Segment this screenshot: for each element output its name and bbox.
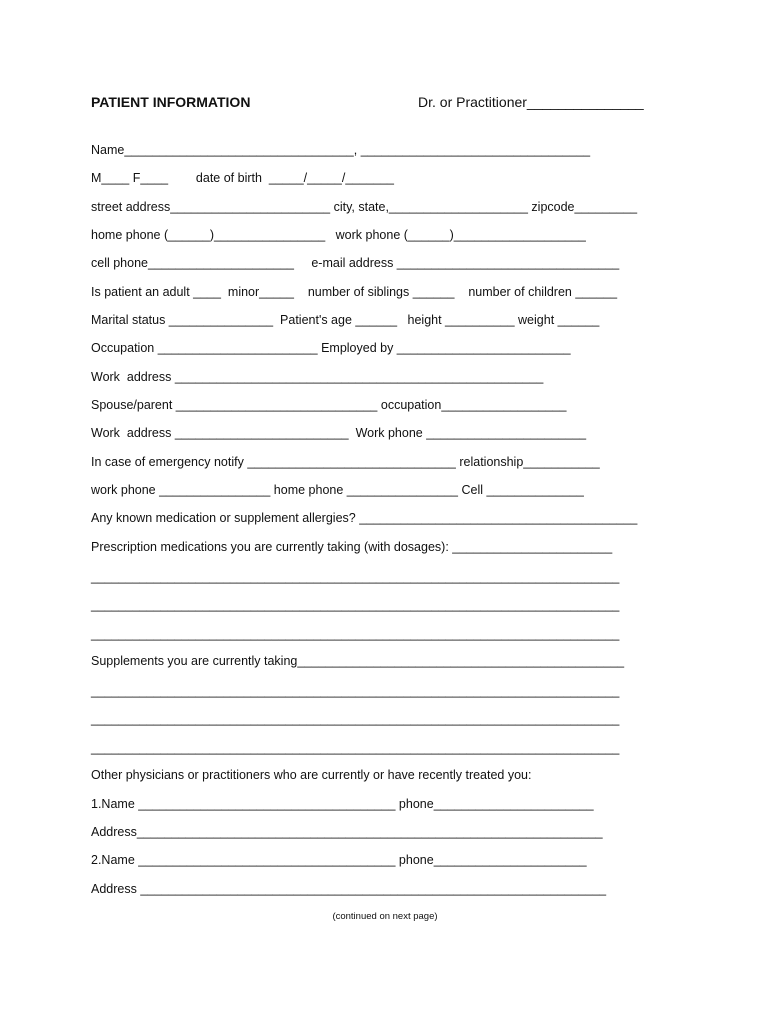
physician-2-name-line[interactable]: 2.Name _____________________________________ phone______________________: [91, 853, 587, 867]
physician-2-address-line[interactable]: Address ___________________________________________________________________: [91, 882, 607, 896]
form-title: PATIENT INFORMATION: [91, 94, 251, 110]
supplements-line[interactable]: Supplements you are currently taking_______________________________________________: [91, 654, 625, 668]
blank-line[interactable]: ____________________________________________________________________________: [91, 712, 620, 726]
sex-dob-line[interactable]: M____ F____ date of birth _____/_____/_______: [91, 171, 395, 185]
blank-line[interactable]: ____________________________________________________________________________: [91, 627, 620, 641]
blank-line[interactable]: ____________________________________________________________________________: [91, 598, 620, 612]
other-physicians-heading: Other physicians or practitioners who are currently or have recently treated you:: [91, 768, 532, 782]
prescriptions-line[interactable]: Prescription medications you are currently taking (with dosages): _______________________: [91, 540, 613, 554]
marital-status-line[interactable]: Marital status _______________ Patient's age ______ height __________ weight ______: [91, 313, 600, 327]
name-line[interactable]: Name_________________________________, _________________________________: [91, 143, 591, 157]
practitioner-field[interactable]: Dr. or Practitioner_______________: [418, 94, 644, 110]
cell-email-line[interactable]: cell phone_____________________ e-mail address ________________________________: [91, 256, 620, 270]
adult-minor-line[interactable]: Is patient an adult ____ minor_____ number of siblings ______ number of children ______: [91, 285, 618, 299]
occupation-line[interactable]: Occupation _______________________ Employed by _________________________: [91, 341, 571, 355]
blank-line[interactable]: ____________________________________________________________________________: [91, 684, 620, 698]
address-line[interactable]: street address_______________________ city, state,____________________ zipcode_________: [91, 200, 638, 214]
spouse-parent-line[interactable]: Spouse/parent _____________________________ occupation__________________: [91, 398, 567, 412]
work-address-line[interactable]: Work address _____________________________________________________: [91, 370, 544, 384]
emergency-contact-line[interactable]: In case of emergency notify ______________________________ relationship___________: [91, 455, 600, 469]
emergency-phones-line[interactable]: work phone ________________ home phone ________________ Cell ______________: [91, 483, 584, 497]
blank-line[interactable]: ____________________________________________________________________________: [91, 741, 620, 755]
blank-line[interactable]: ____________________________________________________________________________: [91, 570, 620, 584]
spouse-work-address-line[interactable]: Work address _________________________ Work phone _______________________: [91, 426, 587, 440]
physician-1-address-line[interactable]: Address___________________________________________________________________: [91, 825, 603, 839]
phone-line[interactable]: home phone (______)________________ work phone (______)___________________: [91, 228, 586, 242]
allergies-line[interactable]: Any known medication or supplement allergies? ________________________________________: [91, 511, 638, 525]
physician-1-name-line[interactable]: 1.Name _____________________________________ phone_______________________: [91, 797, 594, 811]
continued-note: (continued on next page): [332, 911, 438, 922]
